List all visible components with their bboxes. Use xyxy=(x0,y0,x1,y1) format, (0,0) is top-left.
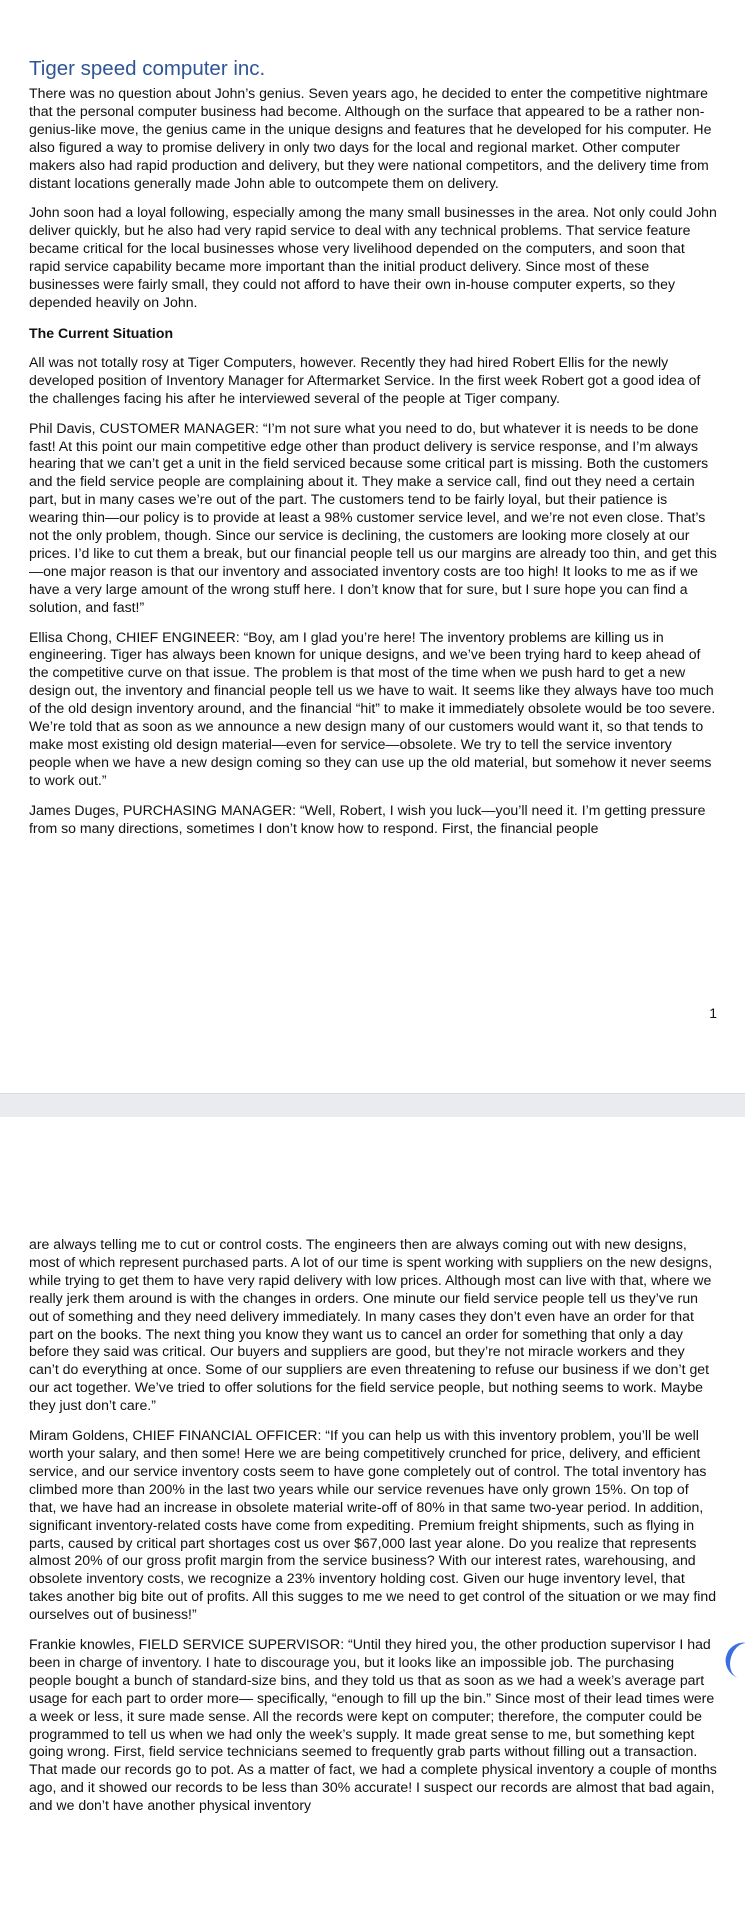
document-page-2 xyxy=(0,1117,745,1920)
james-duges-quote: James Duges, PURCHASING MANAGER: “Well, Robert, I wish you luck—you’ll need it. I’m getting pressure from so many directions, sometimes I don’t know how to respond. First, the financial people xyxy=(29,801,706,836)
intro-paragraph: There was no question about John’s genius. Seven years ago, he decided to enter the competitive nightmare that the personal computer business had become. Although on the surface that appeared to be a rather non-genius-like move, the genius came in the unique designs and features that he developed for his computer. He also figured a way to promise delivery in only two days for the local and regional market. Other computer makers also had rapid production and delivery, but they were national competitors, and the delivery time from distant locations generally made John able to outcompete them on delivery. xyxy=(29,85,712,191)
ellisa-chong-quote: Ellisa Chong, CHIEF ENGINEER: “Boy, am I glad you’re here! The inventory problems are killing us in engineering. Tiger has always been known for unique designs, and we’ve been trying hard to keep ahead of the competitive curve on that issue. The problem is that most of the time when we push hard to get a new design out, the inventory and financial people tell us we have to wait. It seems like they always have too much of the old design inventory around, and the financial “hit” to make it immediately obsolete would be too severe. We’re told that as soon as we announce a new design many of our customers would want it, so that tends to make most existing old design material—even for service—obsolete. We try to tell the service inventory people when we have a new design coming so they can use up the old material, but somehow it never seems to work out.” xyxy=(29,628,716,788)
miram-goldens-quote: Miram Goldens, CHIEF FINANCIAL OFFICER: “If you can help us with this inventory problem, you’ll be well worth your salary, and then some! Here we are being competitively crunched for price, delivery, and efficient service, and our service inventory costs seem to have gone completely out of control. The total inventory has climbed more than 200% in the last two years while our service revenues have only grown 15%. On top of that, we have had an increase in obsolete material write-off of 80% in that same two-year period. In addition, significant inventory-related costs have come from expediting. Premium freight shipments, such as flying in parts, caused by critical part shortages cost us over $67,000 last year alone. Do you realize that represents almost 20% of our gross profit margin from the service business? With our interest rates, warehousing, and obsolete inventory costs, we recognize a 23% inventory holding cost. Given our huge inventory level, that takes another big bite out of profits. All this sugges to me we need to get control of the situation or we may find ourselves out of business!” xyxy=(29,1427,717,1623)
james-duges-quote-continued: are always telling me to cut or control costs. The engineers then are always coming out with new designs, most of which represent purchased parts. A lot of our time is spent working with suppliers on the new designs, while trying to get them to have very rapid delivery with low prices. Although most can live with that, where we really jerk them around is with the changes in orders. One minute our field service people tell us they’ve run out of something and they need delivery immediately. In many cases they don’t even have an order for that part on the books. The next thing you know they want us to cancel an order for something that only a day before they said was critical. Our buyers and suppliers are good, but they’re not miracle workers and they can’t do everything at once. Some of our suppliers are even threatening to refuse our business if we don’t get our act together. We’ve tried to offer solutions for the field service people, but nothing seems to work. Maybe they just don’t care.” xyxy=(29,1236,713,1414)
document-title: Tiger speed computer inc. xyxy=(29,57,266,80)
section-heading: The Current Situation xyxy=(29,324,174,341)
frankie-knowles-quote: Frankie knowles, FIELD SERVICE SUPERVISOR: “Until they hired you, the other production supervisor I had been in charge of inventory. I hate to discourage you, but it looks like an impossible job. The purchasing people bought a bunch of standard-size bins, and they told us that as soon as we had a week’s average part usage for each part to order more— specifically, “enough to fill up the bin.” Since most of their lead times were a week or less, it sure made sense. All the records were kept on computer; therefore, the computer could be programmed to tell us when we had only the week’s supply. It made great sense to me, but something kept going wrong. First, field service technicians seemed to frequently grab parts without filling out a transaction. That made our records go to pot. As a matter of fact, we had a complete physical inventory a couple of months ago, and it showed our records to be less than 30% accurate! I suspect our records are almost that bad again, and we don’t have another physical inventory xyxy=(29,1636,717,1814)
situation-paragraph: All was not totally rosy at Tiger Computers, however. Recently they had hired Robert Ellis for the newly developed position of Inventory Manager for Aftermarket Service. In the first week Robert got a good idea of the challenges facing his after he interviewed several of the people at Tiger company. xyxy=(29,353,701,406)
page-2-content xyxy=(29,1236,717,1827)
page-divider xyxy=(0,1093,745,1094)
page-1-content xyxy=(29,56,717,850)
phil-davis-quote: Phil Davis, CUSTOMER MANAGER: “I’m not sure what you need to do, but whatever it is needs to be done fast! At this point our main competitive edge other than product delivery is service response, and I’m always hearing that we can’t get a unit in the field serviced because some critical part is missing. Both the customers and the field service people are complaining about it. They make a service call, find out they need a certain part, but in many cases we’re out of the part. The customers tend to be fairly loyal, but their patience is wearing thin—our policy is to provide at least a 98% customer service level, and we’re not even close. That’s not the only problem, though. Since our service is declining, the customers are looking more closely at our prices. I’d like to cut them a break, but our financial people tell us our margins are already too thin, and get this—one major reason is that our inventory and associated inventory costs are too high! It looks to me as if we have a very large amount of the wrong stuff here. I don’t know that for sure, but I sure hope you can find a solution, and fast!” xyxy=(29,419,717,615)
page-number: 1 xyxy=(709,1005,717,1021)
intro-paragraph: John soon had a loyal following, especially among the many small businesses in the area. Not only could John deliver quickly, but he also had very rapid service to deal with any technical problems. That service feature became critical for the local businesses whose very livelihood depended on the computers, and soon that rapid service capability became more important than the initial product delivery. Since most of these businesses were fairly small, they could not afford to have their own in-house computer experts, so they depended heavily on John. xyxy=(29,204,717,310)
